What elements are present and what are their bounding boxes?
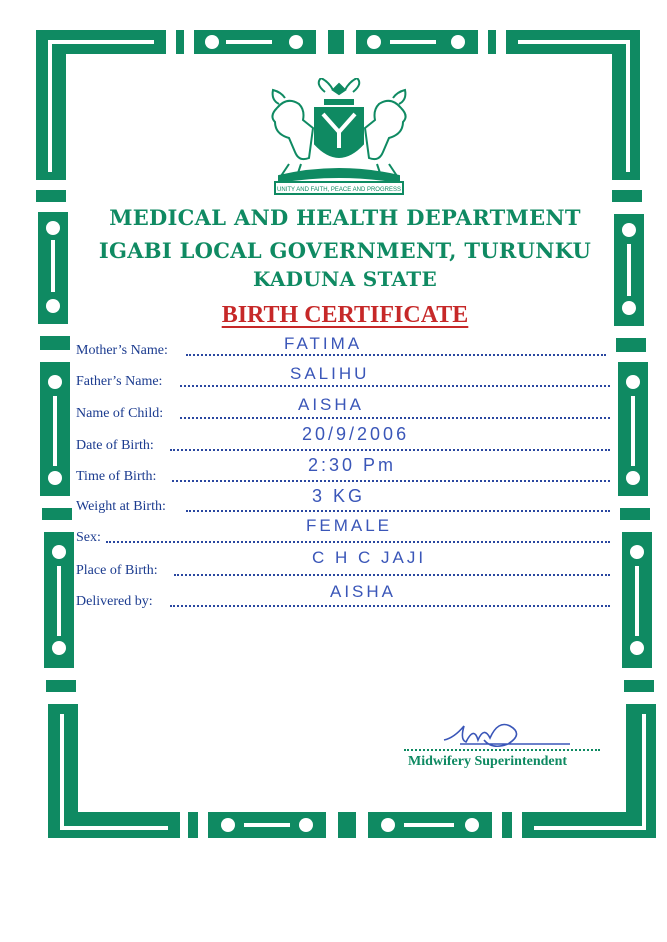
delivered-by-value: AISHA	[330, 582, 397, 601]
signature-line	[404, 749, 600, 751]
father-name-label: Father’s Name:	[76, 374, 163, 389]
certificate-title: BIRTH CERTIFICATE	[221, 302, 469, 328]
weight-at-birth-label: Weight at Birth:	[76, 499, 166, 514]
local-government-heading: IGABI LOCAL GOVERNMENT, TURUNKU	[98, 238, 592, 263]
place-of-birth-label: Place of Birth:	[76, 563, 158, 578]
place-of-birth-value: C H C JAJI	[312, 548, 427, 567]
mother-name-line	[186, 354, 606, 356]
sex-line	[106, 541, 610, 543]
time-of-birth-value: 2:30 Pm	[308, 455, 397, 475]
date-of-birth-line	[170, 449, 610, 451]
motto-ribbon: UNITY AND FAITH, PEACE AND PROGRESS	[277, 187, 401, 193]
delivered-by-label: Delivered by:	[76, 594, 153, 609]
child-name-value: AISHA	[298, 395, 365, 414]
father-name-line	[180, 385, 610, 387]
department-heading: MEDICAL AND HEALTH DEPARTMENT	[109, 205, 581, 230]
date-of-birth-value: 20/9/2006	[302, 424, 410, 444]
signatory-role: Midwifery Superintendent	[408, 754, 568, 769]
place-of-birth-line	[174, 574, 610, 576]
child-name-label: Name of Child:	[76, 406, 164, 421]
delivered-by-line	[170, 605, 610, 607]
mother-name-label: Mother’s Name:	[76, 343, 168, 358]
time-of-birth-label: Time of Birth:	[76, 469, 157, 484]
weight-at-birth-value: 3 KG	[312, 486, 366, 506]
date-of-birth-label: Date of Birth:	[76, 438, 154, 453]
midwife-signature	[440, 716, 580, 752]
coat-of-arms-emblem	[255, 78, 423, 202]
weight-at-birth-line	[186, 510, 610, 512]
father-name-value: SALIHU	[290, 364, 370, 383]
sex-label: Sex:	[76, 530, 101, 545]
child-name-line	[180, 417, 610, 419]
mother-name-value: FATIMA	[284, 334, 363, 353]
state-heading: KADUNA STATE	[252, 267, 438, 291]
time-of-birth-line	[172, 480, 610, 482]
sex-value: FEMALE	[306, 516, 393, 535]
